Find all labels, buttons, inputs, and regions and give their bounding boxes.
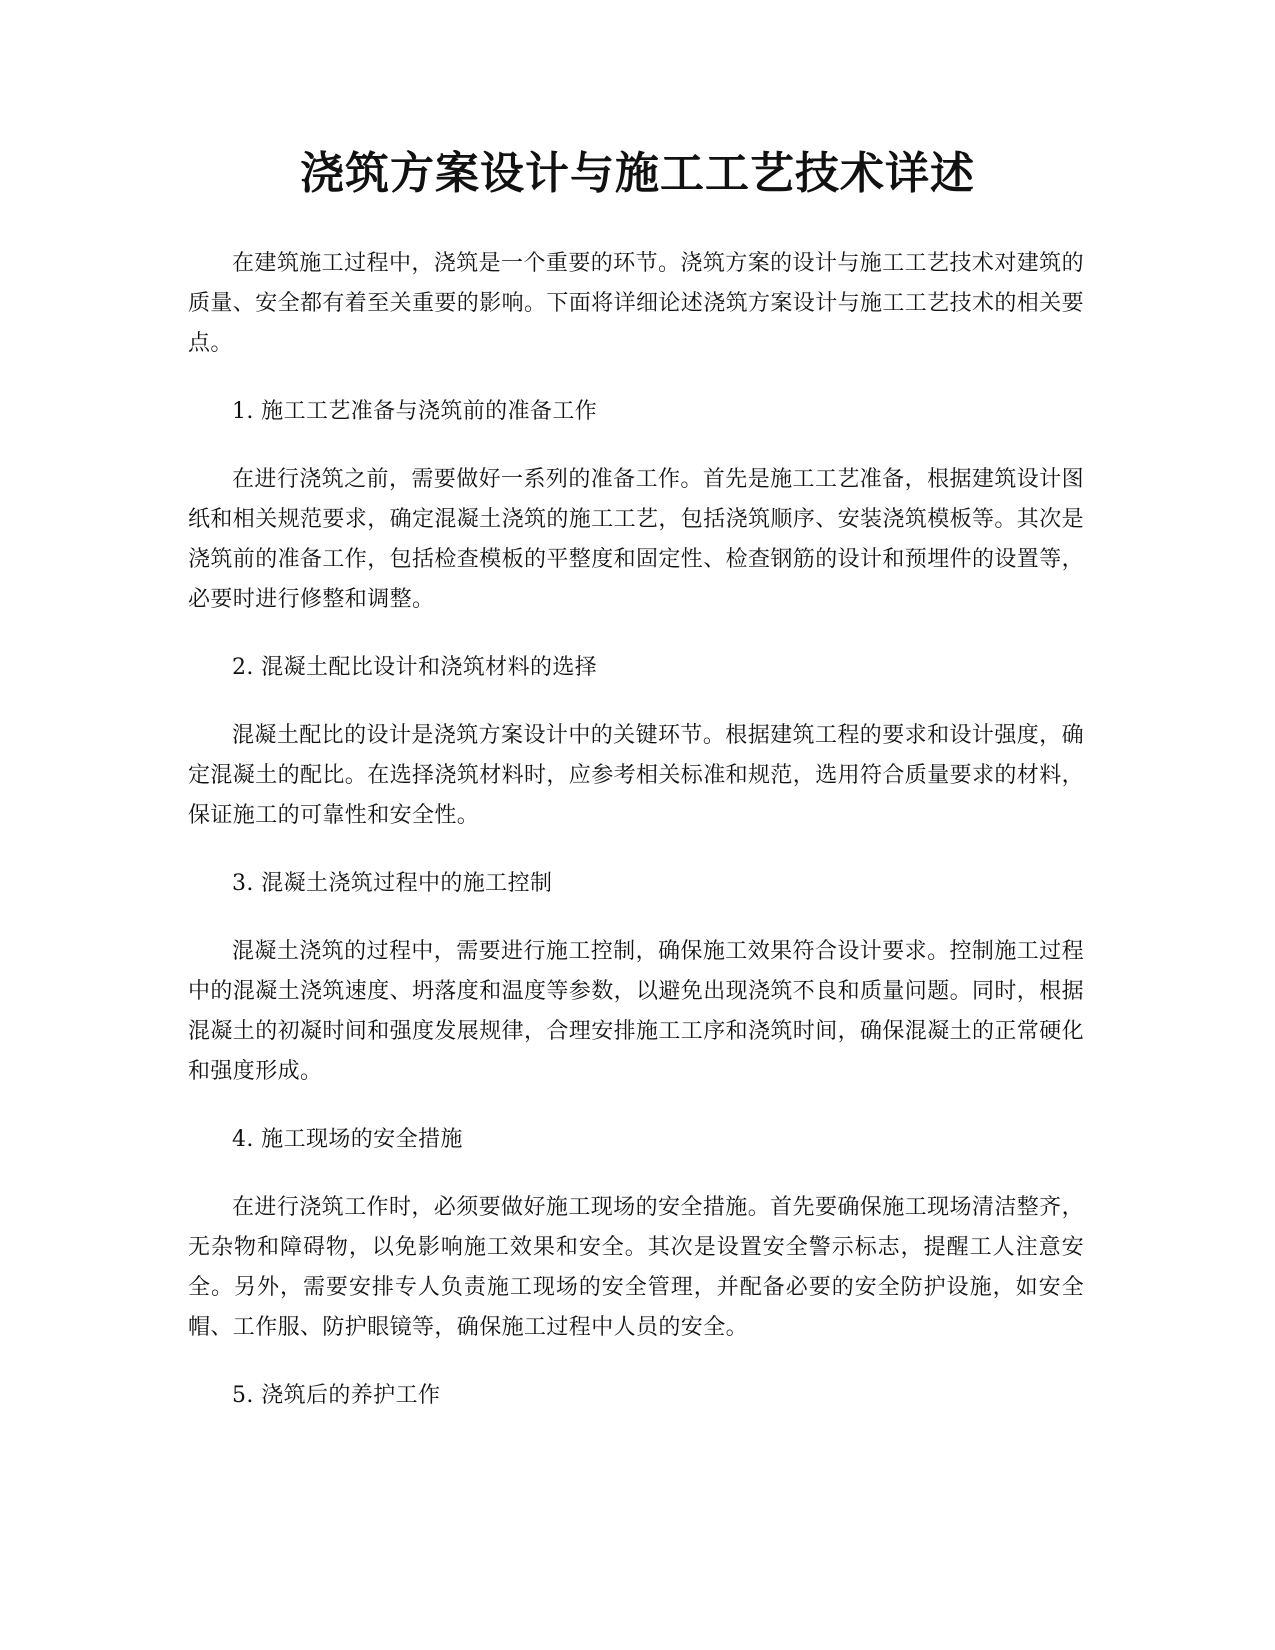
- section-5-heading: 5. 浇筑后的养护工作: [232, 1383, 441, 1408]
- intro-paragraph: 在建筑施工过程中，浇筑是一个重要的环节。浇筑方案的设计与施工工艺技术对建筑的质量、安全都有着至关重要的影响。下面将详细论述浇筑方案设计与施工工艺技术的相关要点。: [188, 251, 1085, 356]
- section-4-heading: 4. 施工现场的安全措施: [232, 1127, 463, 1152]
- document-title: 浇筑方案设计与施工工艺技术详述: [300, 148, 975, 199]
- document-body: [188, 244, 1084, 1444]
- section-3-paragraph: 混凝土浇筑的过程中，需要进行施工控制，确保施工效果符合设计要求。控制施工过程中的混凝土浇筑速度、坍落度和温度等参数，以避免出现浇筑不良和质量问题。同时，根据混凝土的初凝时间和强度发展规律，合理安排施工工序和浇筑时间，确保混凝土的正常硬化和强度形成。: [188, 939, 1085, 1084]
- section-4-paragraph: 在进行浇筑工作时，必须要做好施工现场的安全措施。首先要确保施工现场清洁整齐，无杂物和障碍物，以免影响施工效果和安全。其次是设置安全警示标志，提醒工人注意安全。另外，需要安排专人负责施工现场的安全管理，并配备必要的安全防护设施，如安全帽、工作服、防护眼镜等，确保施工过程中人员的安全。: [188, 1195, 1084, 1340]
- section-1-paragraph: 在进行浇筑之前，需要做好一系列的准备工作。首先是施工工艺准备，根据建筑设计图纸和相关规范要求，确定混凝土浇筑的施工工艺，包括浇筑顺序、安装浇筑模板等。其次是浇筑前的准备工作，包括检查模板的平整度和固定性、检查钢筋的设计和预埋件的设置等，必要时进行修整和调整。: [188, 467, 1085, 612]
- section-2-heading: 2. 混凝土配比设计和浇筑材料的选择: [232, 655, 598, 680]
- section-2-paragraph: 混凝土配比的设计是浇筑方案设计中的关键环节。根据建筑工程的要求和设计强度，确定混凝土的配比。在选择浇筑材料时，应参考相关标准和规范，选用符合质量要求的材料，保证施工的可靠性和安全性。: [188, 723, 1085, 828]
- section-1-heading: 1. 施工工艺准备与浇筑前的准备工作: [232, 399, 598, 424]
- section-3-heading: 3. 混凝土浇筑过程中的施工控制: [232, 871, 553, 896]
